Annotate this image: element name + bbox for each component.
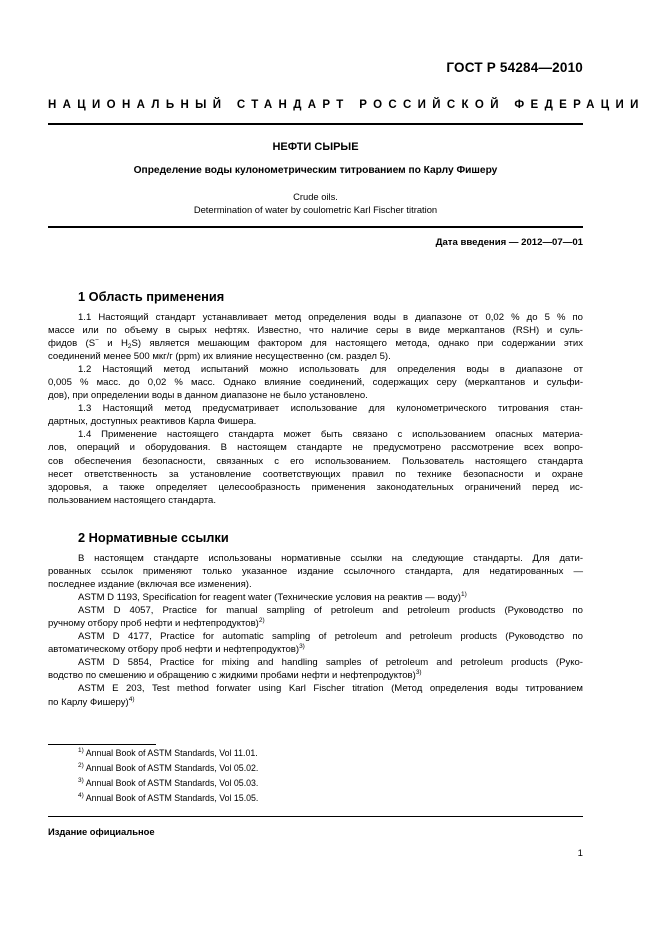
- text-line: 1.1 Настоящий стандарт устанавливает метод определения воды в диапазоне от 0,02 % до 5 % по: [78, 312, 583, 323]
- text-line: соединений менее 500 мкг/г (ppm) их влияние несущественно (см. раздел 5).: [48, 351, 391, 363]
- footnote-divider: [48, 744, 156, 745]
- text-line: 1.2 Настоящий метод испытаний можно использовать для определения воды в диапазоне от: [78, 364, 583, 376]
- official-edition-label: Издание официальное: [48, 826, 155, 837]
- section-1-heading: 1 Область применения: [78, 289, 225, 304]
- footnote-2: $^{2)}$ Annual Book of ASTM Standards, Vol 05.02.: [78, 762, 259, 773]
- text-line: последнее издание (включая все изменения).: [48, 579, 252, 591]
- reference-line: ASTM D 4177, Practice for automatic sampling of petroleum and petroleum products (Руководство по: [78, 631, 583, 643]
- footnote-1: $^{1)}$ Annual Book of ASTM Standards, Vol 11.01.: [78, 747, 258, 758]
- text-line: фидов (S− и $H_2S$) является мешающим фактором для настоящего метода, однако при содержании этих: [48, 337, 583, 351]
- reference-line: ручному отбору проб нефти и нефтепродуктов)$^{2)}$: [48, 617, 265, 630]
- introduction-date: Дата введения — 2012—07—01: [435, 237, 583, 248]
- footnote-4: $^{4)}$ Annual Book of ASTM Standards, Vol 15.05.: [78, 792, 259, 803]
- national-standard-heading: НАЦИОНАЛЬНЫЙ СТАНДАРТ РОССИЙСКОЙ ФЕДЕРАЦИИ: [48, 99, 645, 111]
- footer-divider: [48, 816, 583, 817]
- section-2-body: [48, 552, 583, 709]
- title-bottom-divider: [48, 226, 583, 228]
- reference-line: по Карлу Фишеру)$^{4)}$: [48, 695, 135, 708]
- section-2-heading: 2 Нормативные ссылки: [78, 530, 229, 545]
- reference-line: ASTM D 5854, Practice for mixing and handling samples of petroleum and petroleum products (Руко-: [78, 657, 583, 669]
- reference-line: ASTM E 203, Test method forwater using Karl Fischer titration (Метод определения воды титрованием: [78, 683, 583, 695]
- text-line: 0,005 % масс. до 0,02 % масс. Однако влияние соединений, содержащих серу (меркаптанов и сульфи-: [48, 377, 583, 389]
- reference-line: автоматическому отбору проб нефти и нефтепродуктов)$^{3)}$: [48, 643, 305, 656]
- text-line: сов обеспечения безопасности, связанных с его использованием. Пользователь настоящего стандарта: [48, 455, 583, 467]
- document-code: ГОСТ Р 54284—2010: [446, 60, 583, 75]
- text-line: рованных ссылок применяют только указанное издание ссылочного стандарта, для недатированных —: [48, 566, 583, 578]
- english-title-line-1: Crude oils.: [293, 191, 338, 202]
- text-line: пользованием настоящего стандарта.: [48, 494, 217, 506]
- text-line: 1.3 Настоящий метод предусматривает использование для кулонометрического титрования стан-: [78, 403, 583, 415]
- text-line: дартных, доступных реактивов Карла Фишера.: [48, 416, 257, 428]
- document-title: НЕФТИ СЫРЫЕ: [272, 141, 359, 153]
- footnote-3: $^{3)}$ Annual Book of ASTM Standards, Vol 05.03.: [78, 777, 259, 788]
- english-title-line-2: Determination of water by coulometric Karl Fischer titration: [193, 204, 438, 215]
- text-line: здоровья, а также определяет целесообразность применения законодательных ограничений перед ис-: [48, 481, 583, 493]
- text-line: лов, операций и оборудования. В настоящем стандарте не предусмотрено рассмотрение всех вопро-: [48, 442, 583, 454]
- text-line: массе или по объему в сырых нефтях. Известно, что наличие серы в виде меркаптанов (RSH) и суль-: [48, 325, 583, 337]
- text-line: В настоящем стандарте использованы нормативные ссылки на следующие стандарты. Для дати-: [78, 553, 583, 564]
- text-line: несет ответственность за установление соответствующих правил по технике безопасности и охране: [48, 468, 583, 480]
- text-line: дов), при определении воды в данном диапазоне не было установлено.: [48, 390, 368, 402]
- reference-line: водство по смешению и обращению с жидкими пробами нефти и нефтепродуктов)$^{3)}$: [48, 669, 422, 682]
- text-line: 1.4 Применение настоящего стандарта может быть связано с использованием опасных материа-: [78, 429, 583, 441]
- page-number: 1: [577, 848, 583, 859]
- reference-line: ASTM D 1193, Specification for reagent water (Технические условия на реактив — воду)$^{1)}$: [78, 591, 467, 604]
- section-1-body: [48, 311, 583, 507]
- reference-line: ASTM D 4057, Practice for manual sampling of petroleum and petroleum products (Руководство по: [78, 605, 583, 617]
- top-divider: [48, 123, 583, 125]
- document-subtitle: Определение воды кулонометрическим титрованием по Карлу Фишеру: [133, 165, 498, 176]
